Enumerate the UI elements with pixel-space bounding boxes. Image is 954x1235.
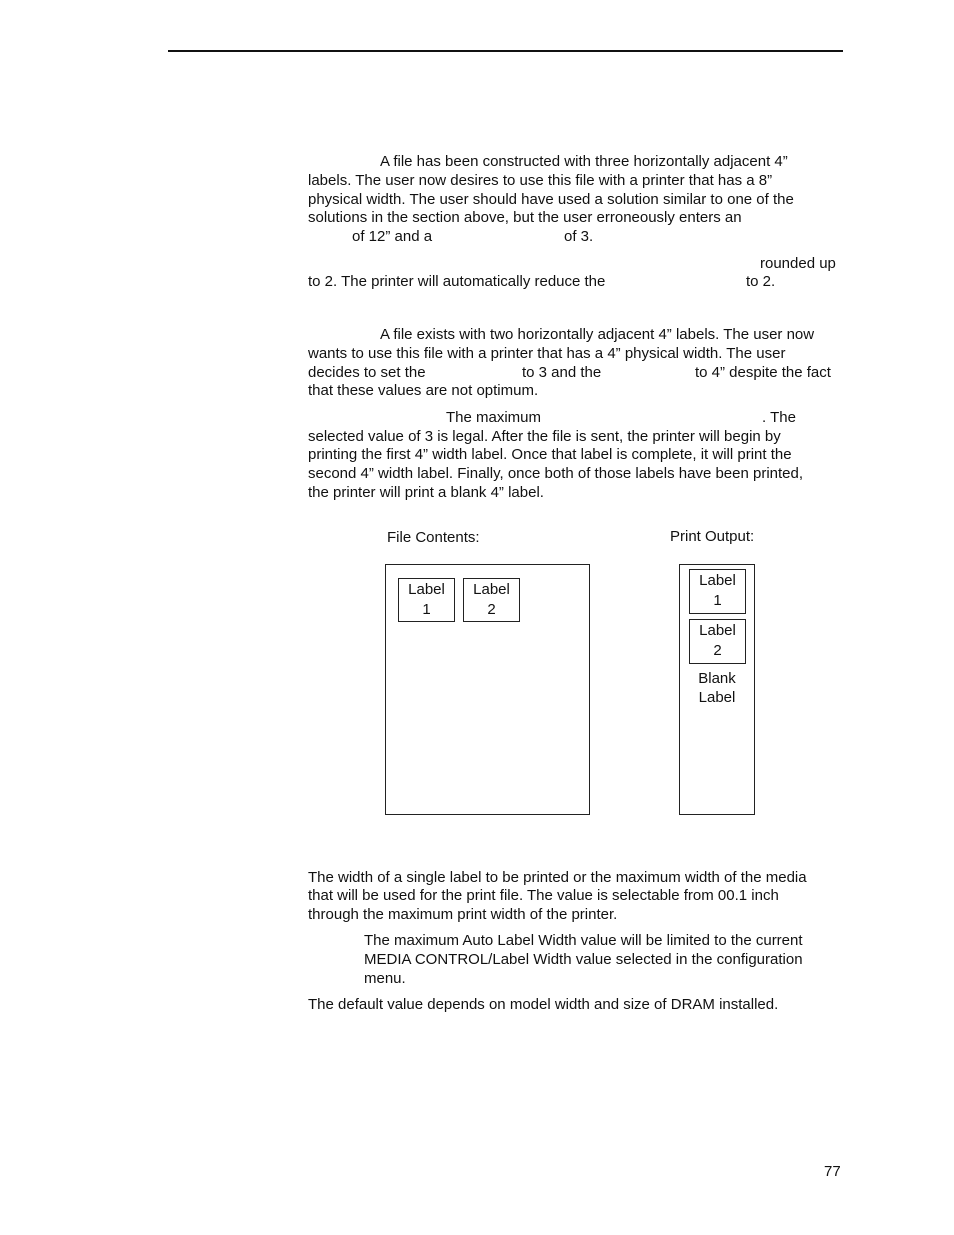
text-line: of 3. — [564, 228, 594, 245]
print-output-heading: Print Output: — [670, 528, 755, 545]
text-line: to 4” despite the fact — [695, 364, 831, 381]
text-line: solutions in the section above, but the user erroneously enters an — [308, 209, 742, 226]
file-contents-heading: File Contents: — [387, 529, 480, 546]
text-line: MEDIA CONTROL/Label Width value selected in the configuration — [364, 951, 803, 968]
text-line: printing the first 4” width label. Once that label is complete, it will print the — [308, 446, 792, 463]
print-output-box — [679, 564, 755, 815]
text-line: second 4” width label. Finally, once both of those labels have been printed, — [308, 465, 804, 482]
output-label-1-box — [689, 569, 746, 614]
text-line: that these values are not optimum. — [308, 382, 539, 399]
text-line: of 12” and a — [352, 228, 433, 245]
text-line: to 3 and the — [522, 364, 602, 381]
label-word: Label — [699, 622, 736, 639]
text-line: labels. The user now desires to use this file with a printer that has a 8” — [308, 172, 773, 189]
page-number: 77 — [824, 1163, 841, 1180]
header-rule — [168, 50, 843, 52]
blank-label-word: Label — [698, 689, 736, 706]
blank-word: Blank — [698, 670, 736, 687]
label-number: 2 — [713, 642, 722, 659]
file-label-2-box — [463, 578, 520, 622]
file-contents-box — [385, 564, 590, 815]
text-line: selected value of 3 is legal. After the file is sent, the printer will begin by — [308, 428, 781, 445]
text-line: to 2. The printer will automatically reduce the — [308, 273, 606, 290]
text-line: . The — [762, 409, 796, 426]
text-line: physical width. The user should have used a solution similar to one of the — [308, 191, 794, 208]
text-line: to 2. — [746, 273, 776, 290]
text-line: through the maximum print width of the printer. — [308, 906, 618, 923]
text-line: A file exists with two horizontally adjacent 4” labels. The user now — [380, 326, 815, 343]
output-label-2-box — [689, 619, 746, 664]
text-line: The maximum — [446, 409, 542, 426]
text-line: wants to use this file with a printer that has a 4” physical width. The user — [308, 345, 786, 362]
label-number: 1 — [422, 601, 431, 618]
text-line: that will be used for the print file. The value is selectable from 00.1 inch — [308, 887, 779, 904]
label-word: Label — [408, 581, 445, 598]
text-line: The maximum Auto Label Width value will be limited to the current — [364, 932, 803, 949]
text-line: rounded up — [760, 255, 836, 272]
label-number: 2 — [487, 601, 496, 618]
label-word: Label — [473, 581, 510, 598]
text-line: menu. — [364, 970, 406, 987]
label-word: Label — [699, 572, 736, 589]
text-line: decides to set the — [308, 364, 426, 381]
label-number: 1 — [713, 592, 722, 609]
file-label-1-box — [398, 578, 455, 622]
text-line: A file has been constructed with three horizontally adjacent 4” — [380, 153, 788, 170]
text-line: the printer will print a blank 4” label. — [308, 484, 544, 501]
default-value-text: The default value depends on model width and size of DRAM installed. — [308, 996, 779, 1013]
text-line: The width of a single label to be printed or the maximum width of the media — [308, 869, 807, 886]
